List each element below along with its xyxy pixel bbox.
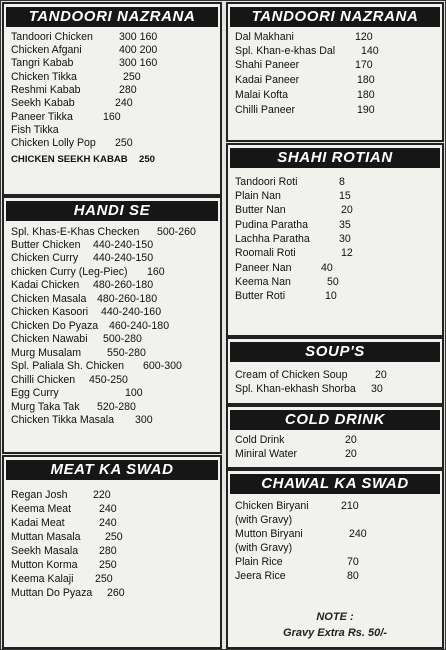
item-price: 12 — [341, 247, 353, 259]
item-price: 460-240-180 — [109, 320, 170, 332]
item-name: Butter Nan — [235, 204, 286, 216]
menu-item — [235, 514, 292, 527]
item-price: 210 — [341, 500, 359, 512]
item-name: Dal Makhani — [235, 31, 294, 43]
item-name: Malai Kofta — [235, 89, 288, 101]
item-price: 500-260 — [157, 226, 196, 238]
item-price: 180 — [357, 89, 375, 101]
menu-item — [235, 369, 387, 382]
item-price: 220 — [93, 489, 111, 501]
item-name: Reshmi Kabab — [11, 84, 81, 96]
item-name: Keema Kalaji — [11, 573, 74, 585]
item-price: 30 — [339, 233, 351, 245]
item-price: 20 — [345, 448, 357, 460]
section-title: SOUP'S — [230, 342, 440, 362]
item-price: 100 — [125, 387, 143, 399]
item-name: Lachha Paratha — [235, 233, 310, 245]
menu-item — [11, 57, 158, 70]
section-handi-se — [2, 196, 222, 454]
item-name: (with Gravy) — [235, 542, 293, 554]
item-price: 240 — [99, 503, 117, 515]
menu-item — [11, 84, 137, 97]
menu-item — [235, 219, 351, 232]
item-price: 400 200 — [119, 44, 158, 56]
item-name: Butter Roti — [235, 290, 286, 302]
item-name: Chicken Tikka Masala — [11, 414, 115, 426]
menu-item — [11, 71, 141, 84]
item-price: 20 — [345, 434, 357, 446]
item-name: Butter Chicken — [11, 239, 81, 251]
item-name: Kadai Paneer — [235, 74, 300, 86]
item-price: 250 — [99, 559, 117, 571]
menu-item — [235, 45, 379, 58]
item-price: 250 — [105, 531, 123, 543]
item-name: Cream of Chicken Soup — [235, 369, 348, 381]
item-name: Seekh Masala — [11, 545, 79, 557]
item-price: 170 — [355, 59, 373, 71]
section-title: MEAT KA SWAD — [6, 460, 218, 480]
item-name: Chilli Chicken — [11, 374, 76, 386]
menu-item — [11, 333, 142, 346]
menu-item — [235, 528, 367, 541]
menu-item — [235, 190, 351, 203]
menu-item — [11, 387, 143, 400]
item-name: Tandoori Chicken — [11, 31, 93, 43]
section-title: SHAHI ROTIAN — [230, 148, 440, 168]
item-name: Spl. Paliala Sh. Chicken — [11, 360, 125, 372]
menu-item — [235, 104, 375, 117]
item-name: Miniral Water — [235, 448, 298, 460]
item-name: Keema Meat — [11, 503, 72, 515]
item-price: 480-260-180 — [97, 293, 158, 305]
menu-item — [235, 59, 373, 72]
item-name: Muttan Masala — [11, 531, 81, 543]
section-soups — [226, 337, 444, 405]
menu-item — [11, 489, 111, 502]
note-text: Gravy Extra Rs. 50/- — [283, 627, 387, 639]
menu-item — [11, 374, 128, 387]
item-name: Paneer Tikka — [11, 111, 73, 123]
menu-item — [11, 503, 117, 516]
item-price: 240 — [349, 528, 367, 540]
item-name: Paneer Nan — [235, 262, 292, 274]
menu-item — [11, 401, 136, 414]
item-price: 500-280 — [103, 333, 142, 345]
item-name: Tandoori Roti — [235, 176, 298, 188]
item-name: chicken Curry (Leg-Piec) — [11, 266, 128, 278]
menu-item — [11, 559, 117, 572]
section-tandoori-nazrana-left — [2, 2, 222, 196]
menu-item — [11, 517, 117, 530]
section-title: COLD DRINK — [230, 410, 440, 430]
menu-item — [235, 290, 337, 303]
item-price: 300 — [135, 414, 153, 426]
menu-item — [235, 31, 373, 44]
item-price: 240 — [99, 517, 117, 529]
menu-item — [11, 545, 117, 558]
item-price: 160 — [147, 266, 165, 278]
item-name: Murg Taka Tak — [11, 401, 80, 413]
item-price: 600-300 — [143, 360, 182, 372]
item-name: Pudina Paratha — [235, 219, 309, 231]
item-price: 250 — [139, 154, 156, 165]
item-name: Murg Musalam — [11, 347, 82, 359]
menu-item — [11, 414, 153, 427]
menu-item — [235, 247, 353, 260]
item-price: 20 — [341, 204, 353, 216]
section-title: CHAWAL KA SWAD — [230, 474, 440, 494]
item-name: Spl. Khan-ekhash Shorba — [235, 383, 356, 395]
item-name: Chicken Masala — [11, 293, 87, 305]
item-name: Jeera Rice — [235, 570, 286, 582]
item-name: Chicken Do Pyaza — [11, 320, 99, 332]
menu-item — [235, 556, 359, 569]
menu-item — [11, 111, 121, 124]
menu-item — [235, 448, 357, 461]
item-name: Shahi Paneer — [235, 59, 300, 71]
item-price: 450-250 — [89, 374, 128, 386]
section-title: HANDI SE — [6, 201, 218, 221]
item-price: 480-260-180 — [93, 279, 154, 291]
section-tandoori-nazrana-right — [226, 2, 444, 142]
section-cold-drink — [226, 405, 444, 469]
menu-item — [11, 153, 156, 166]
item-price: 250 — [123, 71, 141, 83]
item-price: 440-240-150 — [93, 252, 154, 264]
item-price: 15 — [339, 190, 351, 202]
item-price: 70 — [347, 556, 359, 568]
menu-item — [11, 573, 113, 586]
item-name: Muttan Do Pyaza — [11, 587, 93, 599]
menu-item — [235, 233, 351, 246]
menu-item — [11, 347, 146, 360]
note-label: NOTE : — [316, 611, 354, 623]
menu-item — [11, 97, 133, 110]
menu-item — [235, 74, 375, 87]
item-name: Plain Nan — [235, 190, 281, 202]
section-shahi-rotian — [226, 143, 444, 337]
item-price: 8 — [339, 176, 345, 188]
item-price: 440-240-150 — [93, 239, 154, 251]
item-price: 140 — [361, 45, 379, 57]
item-price: 50 — [327, 276, 339, 288]
item-name: Tangri Kabab — [11, 57, 74, 69]
item-name: (with Gravy) — [235, 514, 293, 526]
menu-item — [11, 124, 59, 137]
menu-item — [11, 531, 123, 544]
menu-item — [235, 570, 359, 583]
item-name: Mutton Korma — [11, 559, 78, 571]
item-name: Fish Tikka — [11, 124, 59, 136]
item-price: 120 — [355, 31, 373, 43]
item-price: 35 — [339, 219, 351, 231]
item-name: Keema Nan — [235, 276, 291, 288]
item-name: Kadai Chicken — [11, 279, 80, 291]
item-name: Cold Drink — [235, 434, 285, 446]
menu-item — [235, 500, 359, 513]
item-price: 180 — [357, 74, 375, 86]
item-name: Roomali Roti — [235, 247, 296, 259]
menu-item — [11, 266, 165, 279]
menu-item — [11, 31, 158, 44]
section-meat-ka-swad — [2, 455, 222, 649]
item-price: 240 — [115, 97, 133, 109]
menu-item — [11, 306, 162, 319]
menu-item — [11, 279, 154, 292]
menu-item — [11, 252, 154, 265]
item-price: 260 — [107, 587, 125, 599]
item-name: Chicken Afgani — [11, 44, 82, 56]
item-name: Spl. Khan-e-khas Dal — [235, 45, 336, 57]
item-name: Mutton Biryani — [235, 528, 303, 540]
item-price: 190 — [357, 104, 375, 116]
item-price: 160 — [103, 111, 121, 123]
item-name: Seekh Kabab — [11, 97, 75, 109]
item-name: Chicken Kasoori — [11, 306, 89, 318]
menu-item — [235, 262, 333, 275]
item-name: Regan Josh — [11, 489, 68, 501]
item-price: 10 — [325, 290, 337, 302]
item-price: 30 — [371, 383, 383, 395]
section-title: TANDOORI NAZRANA — [6, 7, 218, 27]
item-name: Egg Curry — [11, 387, 59, 399]
menu-item — [11, 360, 182, 373]
item-name: Chilli Paneer — [235, 104, 296, 116]
item-price: 300 160 — [119, 57, 158, 69]
item-name: Chicken Curry — [11, 252, 79, 264]
item-name: Chicken Tikka — [11, 71, 77, 83]
item-price: 440-240-160 — [101, 306, 162, 318]
item-price: 250 — [95, 573, 113, 585]
item-price: 40 — [321, 262, 333, 274]
item-name: Chicken Lolly Pop — [11, 137, 96, 149]
menu-item — [11, 293, 158, 306]
section-title: TANDOORI NAZRANA — [230, 7, 440, 27]
section-chawal-ka-swad — [226, 469, 444, 649]
menu-item — [235, 89, 375, 102]
menu-item — [235, 542, 292, 555]
menu-item — [235, 204, 353, 217]
item-name: Plain Rice — [235, 556, 283, 568]
item-name: CHICKEN SEEKH KABAB — [11, 154, 128, 165]
item-name: Spl. Khas-E-Khas Checken — [11, 226, 140, 238]
menu-item — [11, 137, 133, 150]
item-name: Chicken Biryani — [235, 500, 309, 512]
item-price: 20 — [375, 369, 387, 381]
item-price: 80 — [347, 570, 359, 582]
menu-item — [11, 226, 196, 239]
item-name: Chicken Nawabi — [11, 333, 88, 345]
menu-item — [11, 320, 170, 333]
menu-item — [235, 434, 357, 447]
item-price: 280 — [99, 545, 117, 557]
menu-item — [11, 44, 158, 57]
menu-item — [11, 239, 154, 252]
item-price: 250 — [115, 137, 133, 149]
item-price: 300 160 — [119, 31, 158, 43]
menu-item — [235, 176, 345, 189]
item-price: 520-280 — [97, 401, 136, 413]
menu-item — [235, 276, 339, 289]
item-price: 550-280 — [107, 347, 146, 359]
item-price: 280 — [119, 84, 137, 96]
item-name: Kadai Meat — [11, 517, 65, 529]
menu-item — [235, 383, 383, 396]
menu-item — [11, 587, 125, 600]
